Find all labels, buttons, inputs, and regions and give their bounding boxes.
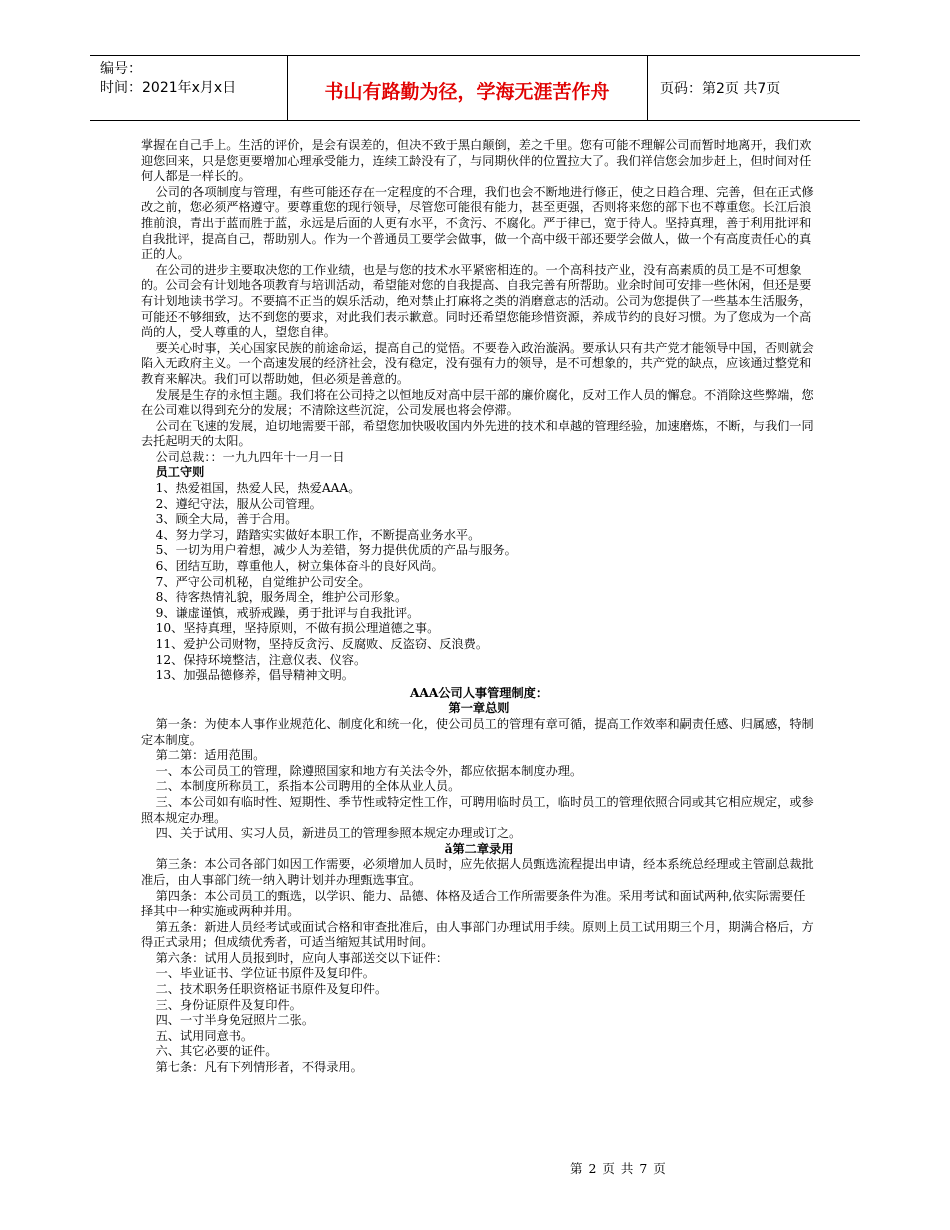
paragraph: 公司的各项制度与管理，有些可能还存在一定程度的不合理，我们也会不断地进行修正，使之日趋合理、完善，但在正式修改之前，您必须严格遵守。要尊重您的现行领导，尽管您可能很有能力，甚至更强，否则将来您的部下也不尊重您。长江后浪推前浪，青出于蓝而胜于蓝，永远是后面的人更有水平，不贪污、不腐化。严于律已，宽于待人。坚持真理，善于利用批评和自我批评，提高自己，帮助别人。作为一个普通员工要学会做事，做一个高中级干部还要学会做人，做一个有高度责任心的真正的人。 (141, 184, 814, 262)
paragraph: 要关心时事，关心国家民族的前途命运，提高自己的觉悟。不要卷入政治漩涡。要承认只有共产党才能领导中国，否则就会陷入无政府主义。一个高速发展的经济社会，没有稳定，没有强有力的领导，是不可想象的，共产党的缺点，应该通过整党和教育来解决。我们可以帮助她，但必须是善意的。 (141, 340, 814, 386)
article: 第四条：本公司员工的甄选，以学识、能力、品德、体格及适合工作所需要条件为准。采用考试和面试两种,依实际需要任择其中一种实施或两种并用。 (141, 888, 806, 919)
header-bottom-rule (90, 120, 860, 121)
rule-item: 3、顾全大局，善于合用。 (155, 512, 298, 527)
signature-line: 公司总裁：：一九九四年十一月一日 (155, 449, 345, 464)
rule-item: 12、保持环境整洁，注意仪表、仪容。 (155, 652, 367, 667)
rule-item: 10、坚持真理，坚持原则，不做有损公理道德之事。 (155, 621, 440, 636)
paragraph: 公司在飞速的发展，迫切地需要干部，希望您加快吸收国内外先进的技术和卓越的管理经验，加速磨炼，不断，与我们一同去托起明天的太阳。 (141, 418, 814, 449)
document-item: 五、试用同意书。 (155, 1028, 254, 1043)
document-item: 四、一寸半身免冠照片二张。 (155, 1013, 315, 1028)
article: 第五条：新进人员经考试或面试合格和审查批准后，由人事部门办理试用手续。原则上员工试用期三个月，期满合格后，方得正式录用；但成绩优秀者，可适当缩短其试用时间。 (141, 919, 814, 950)
header-top-rule (90, 55, 860, 56)
article: 一、本公司员工的管理，除遵照国家和地方有关法令外，都应依据本制度办理。 (155, 763, 583, 778)
serial-label: 编号： (100, 61, 142, 77)
rule-item: 1、热爱祖国，热爱人民，热爱AAA。 (155, 481, 361, 496)
rule-item: 4、努力学习，踏踏实实做好本职工作，不断提高业务水平。 (155, 527, 481, 542)
rule-item: 6、团结互助，尊重他人，树立集体奋斗的良好风尚。 (155, 559, 444, 574)
document-item: 六、其它必要的证件。 (155, 1044, 278, 1059)
article: 第七条：凡有下列情形者，不得录用。 (155, 1060, 363, 1075)
document-body (141, 138, 817, 1076)
header-meta (100, 60, 236, 98)
document-item: 一、毕业证书、学位证书原件及复印件。 (155, 966, 375, 981)
paragraph: 掌握在自己手上。生活的评价，是会有误差的，但决不致于黑白颠倒，差之千里。您有可能不理解公司而暂时地离开，我们欢迎您回来，只是您更要增加心理承受能力，连续工龄没有了，与同期伙伴的位置拉大了。我们祥信您会加步赶上，但时间对任何人都是一样长的。 (141, 138, 812, 184)
article: 第一条：为使本人事作业规范化、制度化和统一化，使公司员工的管理有章可循，提高工作效率和嗣责任感、归属感，特制定本制度。 (141, 716, 814, 747)
rule-item: 11、爱护公司财物，坚持反贪污、反腐败、反盗窃、反浪费。 (155, 637, 489, 651)
rule-item: 9、谦虚谨慎，戒骄戒躁，勇于批评与自我批评。 (155, 605, 420, 620)
article: 第二第：适用范围。 (155, 748, 266, 763)
hr-policy-title: AAA公司人事管理制度： (409, 685, 549, 700)
rules-title: 员工守则 (155, 465, 205, 480)
rule-item: 5、一切为用户着想，减少人为差错，努力提供优质的产品与服务。 (155, 543, 517, 558)
chapter-2-title: ǎ第二章录用 (444, 841, 514, 856)
rule-item: 8、待客热情礼貌，服务周全，维护公司形象。 (155, 590, 408, 605)
article: 二、本制度所称员工，系指本公司聘用的全体从业人员。 (155, 779, 461, 794)
document-item: 三、身份证原件及复印件。 (155, 997, 302, 1012)
article: 四、关于试用、实习人员，新进员工的管理参照本规定办理或订之。 (155, 826, 522, 841)
time-label: 时间：2021年x月x日 (100, 80, 237, 96)
rule-item: 13、加强品德修养，倡导精神文明。 (155, 668, 354, 683)
chapter-1-title: 第一章总则 (448, 701, 510, 716)
header-page-label: 页码：第2页 共7页 (660, 81, 781, 97)
header-divider-right (647, 55, 648, 120)
page-footer: 第 2 页 共 7 页 (570, 1161, 667, 1176)
rule-item: 7、严守公司机秘，自觉维护公司安全。 (155, 574, 371, 589)
article: 三、本公司如有临时性、短期性、季节性或特定性工作，可聘用临时员工，临时员工的管理依照合同或其它相应规定，或参照本规定办理。 (141, 794, 814, 825)
article: 第六条：试用人员报到时，应向人事部送交以下证件： (155, 950, 449, 965)
header-motto: 书山有路勤为径，学海无涯苦作舟 (324, 81, 610, 103)
document-item: 二、技术职务任职资格证书原件及复印件。 (155, 982, 388, 997)
paragraph: 在公司的进步主要取决您的工作业绩，也是与您的技术水平紧密相连的。一个高科技产业，没有高素质的员工是不可想象的。公司会有计划地各项教育与培训活动，希望能对您的自我提高、自我完善有所帮助。业余时间可安排一些休闲，但还是要有计划地读书学习。不要搞不正当的娱乐活动，绝对禁止打麻将之类的消磨意志的活动。公司为您提供了一些基本生活服务，可能还不够细致，达不到您的要求，对此我们表示歉意。同时还希望您能珍惜资源，养成节约的良好习惯。为了您成为一个高尚的人，受人尊重的人，望您自律。 (141, 262, 812, 340)
article: 第三条：本公司各部门如因工作需要，必须增加人员时，应先依据人员甄选流程提出申请，经本系统总经理或主管副总裁批准后，由人事部门统一纳入聘计划并办理甄选事宜。 (141, 857, 814, 887)
paragraph: 发展是生存的永恒主题。我们将在公司持之以恒地反对高中层干部的廉价腐化，反对工作人员的懈怠。不消除这些弊端，您在公司难以得到充分的发展；不清除这些沉淀，公司发展也将会停滞。 (141, 387, 814, 418)
rule-item: 2、遵纪守法，服从公司管理。 (155, 496, 322, 511)
